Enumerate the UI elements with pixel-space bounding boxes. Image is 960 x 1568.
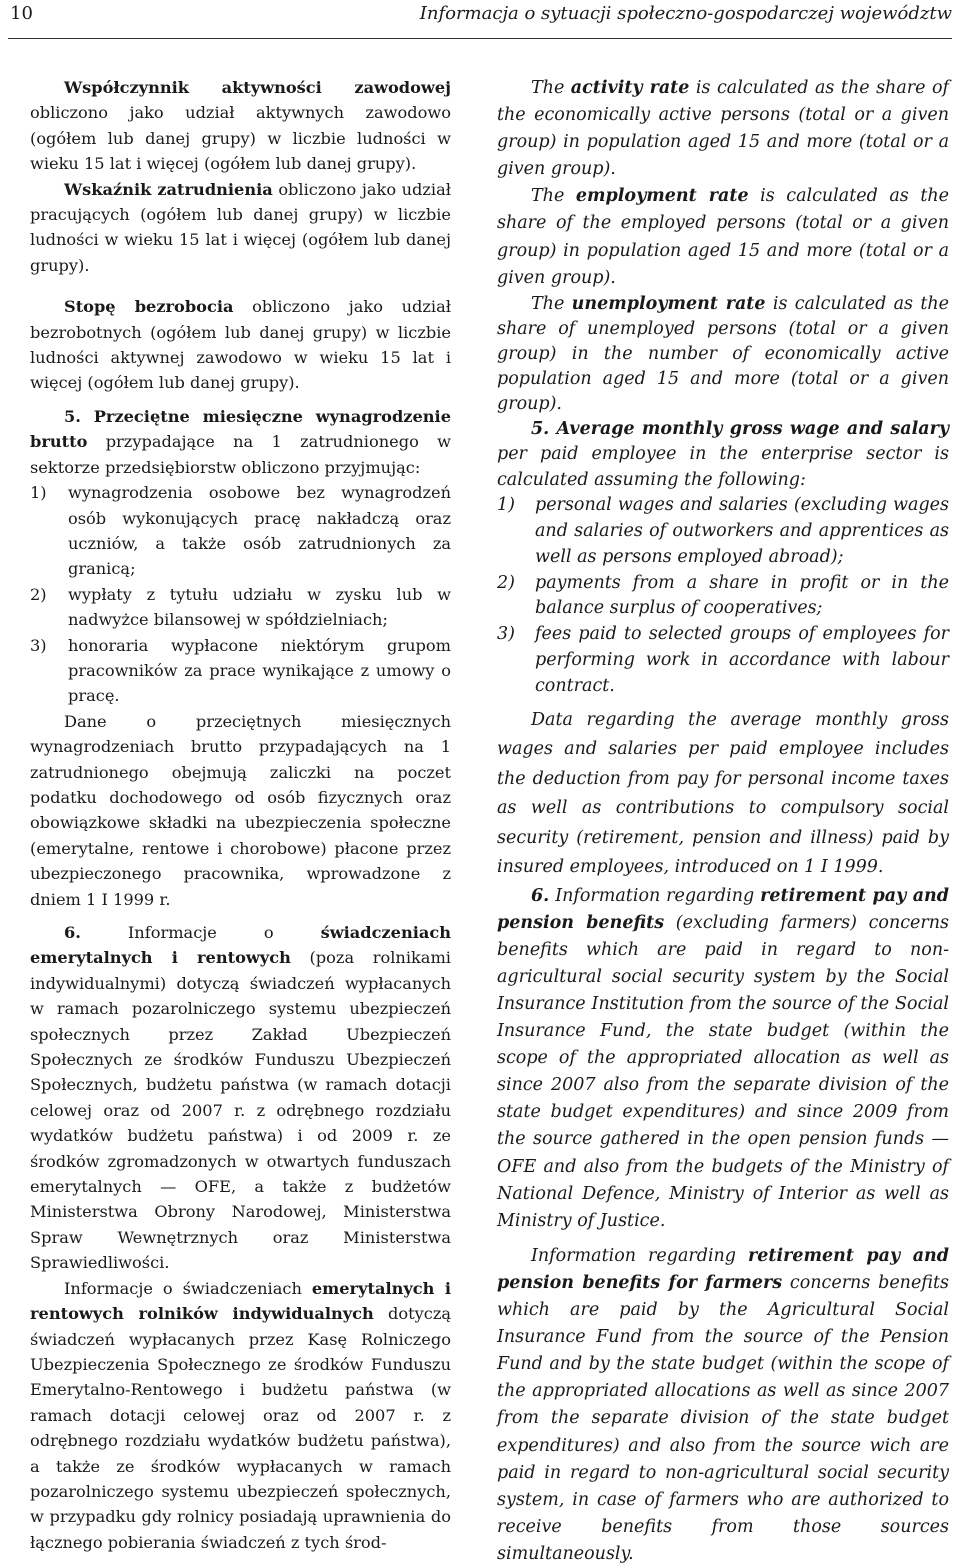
list-item [497, 493, 949, 570]
list-item-text: honoraria wypłacone niektórym grupom pracowników za prace wynikające z umowy o pracę. [68, 635, 451, 706]
pl-pension-term: świadczeniach emerytalnych i rentowych [30, 923, 451, 968]
list-item [30, 582, 451, 633]
en-unemployment-text: is calculated as the share of unemployed persons (total or a given group) in the number of economically active population aged 15 and more (total or a given group). [497, 293, 949, 414]
en-activity-paragraph [497, 75, 949, 183]
pl-farmers-text: dotyczą świadczeń wypłacanych przez Kasę Rolniczego Ubezpieczenia Społecznego ze środków Funduszu Emerytalno-Rentowego i budżetu państwa (w ramach dotacji celowej oraz od 2007 r. z odrębnego rozdziału wydatków budżetu państwa), a także ze środków wypłacanych w ramach pozarolniczego systemu ubezpieczeń społecznych, w przypadku gdy rolnicy posiadają uprawnienia do łącznego pobierania świadczeń z tych środ- [30, 1304, 451, 1552]
running-title: Informacja o sytuacji społeczno-gospodarczej województw [419, 3, 952, 24]
list-item-number: 3) [30, 635, 47, 655]
en-unemployment-paragraph [497, 292, 949, 417]
list-item-text: personal wages and salaries (excluding wages and salaries of outworkers and apprentices as well as persons employed abroad); [535, 495, 949, 567]
en-wages-paragraph [497, 417, 949, 494]
pl-unemployment-paragraph [30, 294, 451, 396]
en-employment-paragraph [497, 183, 949, 291]
pl-farmers-paragraph [30, 1276, 451, 1555]
en-pension-number: 6. [531, 885, 550, 906]
list-item-number: 1) [30, 483, 47, 503]
pl-unemployment-term: Stopę bezrobocia [64, 297, 234, 317]
en-employment-pre: The [531, 186, 576, 207]
en-wages-text: per paid employee in the enterprise sector is calculated assuming the following: [497, 444, 949, 490]
pl-unemployment-text: obliczono jako udział bezrobotnych (ogółem lub danej grupy) w liczbie ludności aktywnej zawodowo w wieku 15 lat i więcej (ogółem lub danej grupy). [30, 297, 451, 393]
en-pension-pre: Information regarding [549, 885, 761, 906]
en-wages-number: 5. [531, 418, 550, 439]
en-wages-term: Average monthly gross wage and salary [549, 418, 949, 439]
en-farmers-pre: Information regarding [531, 1245, 749, 1266]
list-item-number: 2) [30, 584, 47, 604]
pl-wages-term: Przeciętne miesięczne wynagrodzenie brutto [30, 406, 451, 452]
en-unemployment-term: unemployment rate [571, 293, 766, 314]
en-activity-pre: The [531, 78, 571, 98]
header-rule [8, 38, 952, 39]
en-wages-data-paragraph: Data regarding the average monthly gross wages and salaries per paid employee includes the deduction from pay for personal income taxes as well as contributions to compulsory social security (retirement, pension and illness) paid by insured employees, introduced on 1 I 1999. [497, 709, 949, 878]
list-item-text: payments from a share in profit or in the balance surplus of cooperatives; [535, 572, 949, 619]
list-item-number: 3) [497, 624, 515, 645]
en-pension-text: (excluding farmers) concerns benefits which are paid in regard to non-agricultural social security system by the Social Insurance Institution from the source of the Social Insurance Fund, the state budget (within the scope of the appropriated allocation as well as since 2007 also from the separate division of the state budget expenditures) and since 2009 from the source gathered in the open pension funds — OFE and also from the budgets of the Ministry of National Defence, Ministry of Interior as well as Ministry of Justice. [497, 912, 949, 1231]
en-farmers-paragraph [497, 1243, 949, 1568]
pl-wages-list [30, 480, 451, 709]
list-item-number: 2) [497, 572, 515, 593]
pl-employment-paragraph [30, 177, 451, 279]
english-column [497, 75, 949, 1568]
en-unemployment-pre: The [531, 293, 572, 314]
pl-employment-term: Wskaźnik zatrudnienia [64, 179, 273, 199]
en-employment-text: is calculated as the share of the employed persons (total or a given group) in population aged 15 and more (total or a given group). [497, 186, 949, 288]
pl-activity-term: Współczynnik aktywności zawodowej [64, 78, 451, 97]
en-farmers-term: retirement pay and pension benefits for farmers [497, 1245, 949, 1293]
polish-column [30, 75, 451, 1555]
pl-activity-text: obliczono jako udział aktywnych zawodowo (ogółem lub danej grupy) w liczbie ludności w wieku 15 lat i więcej (ogółem lub danej grupy). [30, 103, 451, 174]
pl-wages-paragraph [30, 404, 451, 480]
en-activity-text: is calculated as the share of the economically active persons (total or a given group) in population aged 15 and more (total or a given group). [497, 78, 949, 180]
en-employment-term: employment rate [575, 186, 749, 207]
page-number: 10 [10, 3, 33, 24]
pl-pension-paragraph [30, 920, 451, 1276]
pl-pension-text: (poza rolnikami indywidualnymi) dotyczą świadczeń wypłacanych w ramach pozarolniczego systemu ubezpieczeń społecznych przez Zakład Ubezpieczeń Społecznych ze środków Funduszu Ubezpieczeń Społecznych, budżetu państwa (w ramach dotacji celowej oraz od 2007 r. z odrębnego rozdziału wydatków budżetu państwa) i od 2009 r. ze środków zgromadzonych w otwartych funduszach emerytalnych — OFE, a także z budżetów Ministerstwa Obrony Narodowej, Ministerstwa Spraw Wewnętrznych oraz Ministerstwa Sprawiedliwości. [30, 948, 451, 1273]
en-pension-term: retirement pay and pension benefits [497, 885, 949, 933]
pl-wages-number: 5. [64, 406, 81, 426]
pl-pension-number: 6. [64, 923, 81, 942]
list-item [30, 633, 451, 709]
list-item-text: wypłaty z tytułu udziału w zysku lub w nadwyżce bilansowej w spółdzielniach; [68, 584, 451, 630]
pl-farmers-pre: Informacje o świadczeniach [64, 1278, 312, 1298]
en-pension-paragraph [497, 883, 949, 1235]
list-item [30, 480, 451, 582]
pl-employment-text: obliczono jako udział pracujących (ogółem lub danej grupy) w liczbie ludności w wieku 15 lat i więcej (ogółem lub danej grupy). [30, 179, 451, 275]
page-header [0, 0, 960, 40]
list-item-text: fees paid to selected groups of employees for performing work in accordance with labour contract. [535, 624, 949, 696]
pl-wages-data-paragraph: Dane o przeciętnych miesięcznych wynagrodzeniach brutto przypadających na 1 zatrudnionego obejmują zaliczki na poczet podatku dochodowego od osób fizycznych oraz obowiązkowe składki na ubezpieczenia społeczne (emerytalne, rentowe i chorobowe) płacone przez ubezpieczonego pracownika, wprowadzone z dniem 1 I 1999 r. [30, 711, 451, 909]
pl-wages-text: przypadające na 1 zatrudnionego w sektorze przedsiębiorstw obliczono przyjmując: [30, 432, 451, 477]
list-item-text: wynagrodzenia osobowe bez wynagrodzeń osób wykonujących pracę nakładczą oraz uczniów, a także osób zatrudnionych za granicą; [68, 483, 451, 579]
en-activity-term: activity rate [570, 78, 690, 98]
pl-activity-paragraph [30, 75, 451, 177]
list-item [497, 571, 949, 623]
list-item-number: 1) [497, 495, 515, 516]
en-wages-list [497, 493, 949, 699]
pl-pension-pre: Informacje o [80, 923, 321, 942]
pl-farmers-term: emerytalnych i rentowych rolników indywidualnych [30, 1278, 451, 1324]
list-item [497, 622, 949, 699]
en-farmers-text: concerns benefits which are paid by the Agricultural Social Insurance Fund from the source of the Pension Fund and by the state budget (within the scope of the appropriated allocations as well as since 2007 from the separate division of the state budget expenditures) and also from the source wich are paid in regard to non-agricultural social security system, in case of farmers who are authorized to receive benefits from those sources simultaneously. [497, 1272, 949, 1564]
